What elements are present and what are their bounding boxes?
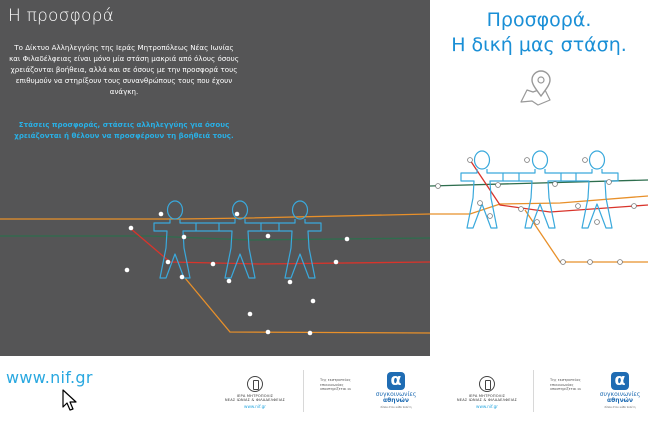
- right-transit-lines: [430, 160, 648, 262]
- sponsor-tagline: δίπλα στον κάθε πολίτη: [604, 406, 636, 409]
- intro-paragraph: Το Δίκτυο Αλληλεγγύης της Ιεράς Μητροπόλεως Νέας Ιωνίας και Φιλαδέλφειας είναι μόνο μία στάση μακριά από όλους όσους χρειάζονται βοήθεια, αλλά και σε όσους με την προσφορά τους επιθυμούν να στηρίξουν τους συνανθρώπους τους που έχουν ανάγκη.: [9, 43, 239, 96]
- metropolis-name-line-2: ΝΕΑΣ ΙΩΝΙΑΣ & ΦΙΛΑΔΕΛΦΕΙΑΣ: [456, 398, 518, 402]
- sponsor-mark-icon: α: [611, 372, 629, 390]
- headline-line-1: Προσφορά.: [486, 9, 592, 31]
- mouse-pointer-icon: [62, 389, 78, 413]
- metropolis-name-line-1: ΙΕΡΑ ΜΗΤΡΟΠΟΛΙΣ: [468, 394, 506, 398]
- sponsor-name-line-1: συγκοινωνίες: [375, 391, 417, 398]
- sponsor-logo: [372, 372, 420, 409]
- left-transit-lines: [0, 214, 430, 333]
- website-link[interactable]: www.nif.gr: [6, 368, 93, 387]
- footer-divider: [303, 370, 304, 412]
- metropolis-url[interactable]: www.nif.gr: [244, 404, 266, 409]
- metropolis-logo: [220, 376, 290, 409]
- map-pin-icon: [521, 71, 550, 105]
- metropolis-url[interactable]: www.nif.gr: [476, 404, 498, 409]
- metropolis-name-line-2: ΝΕΑΣ ΙΩΝΙΑΣ & ΦΙΛΑΔΕΛΦΕΙΑΣ: [224, 398, 286, 402]
- metropolis-logo: [452, 376, 522, 409]
- tagline-text: Στάσεις προσφοράς, στάσεις αλληλεγγύης για όσους χρειάζονται ή θέλουν να προσφέρουν τη βοήθειά τους.: [14, 120, 234, 140]
- sponsor-name-line-2: αθηνών: [383, 397, 409, 404]
- metropolis-name-line-1: ΙΕΡΑ ΜΗΤΡΟΠΟΛΙΣ: [236, 394, 274, 398]
- headline: [430, 8, 648, 58]
- sponsor-name-line-1: συγκοινωνίες: [599, 391, 641, 398]
- right-paper-people: [461, 151, 618, 228]
- sponsor-tagline: δίπλα στον κάθε πολίτη: [380, 406, 412, 409]
- sponsor-mark-icon: α: [387, 372, 405, 390]
- right-stations: [436, 158, 637, 265]
- support-text: Της εκστρατείας επικοινωνίας υποστηρίζεται οι: [550, 378, 581, 392]
- support-text: Της εκστρατείας επικοινωνίας υποστηρίζεται οι: [320, 378, 351, 392]
- headline-line-2: Η δική μας στάση.: [451, 34, 627, 56]
- sponsor-logo: [596, 372, 644, 409]
- page-title: Η προσφορά: [8, 6, 115, 26]
- footer-divider: [533, 370, 534, 412]
- metropolis-seal-icon: [479, 376, 495, 392]
- metropolis-seal-icon: [247, 376, 263, 392]
- sponsor-name-line-2: αθηνών: [607, 397, 633, 404]
- left-stations: [125, 212, 350, 336]
